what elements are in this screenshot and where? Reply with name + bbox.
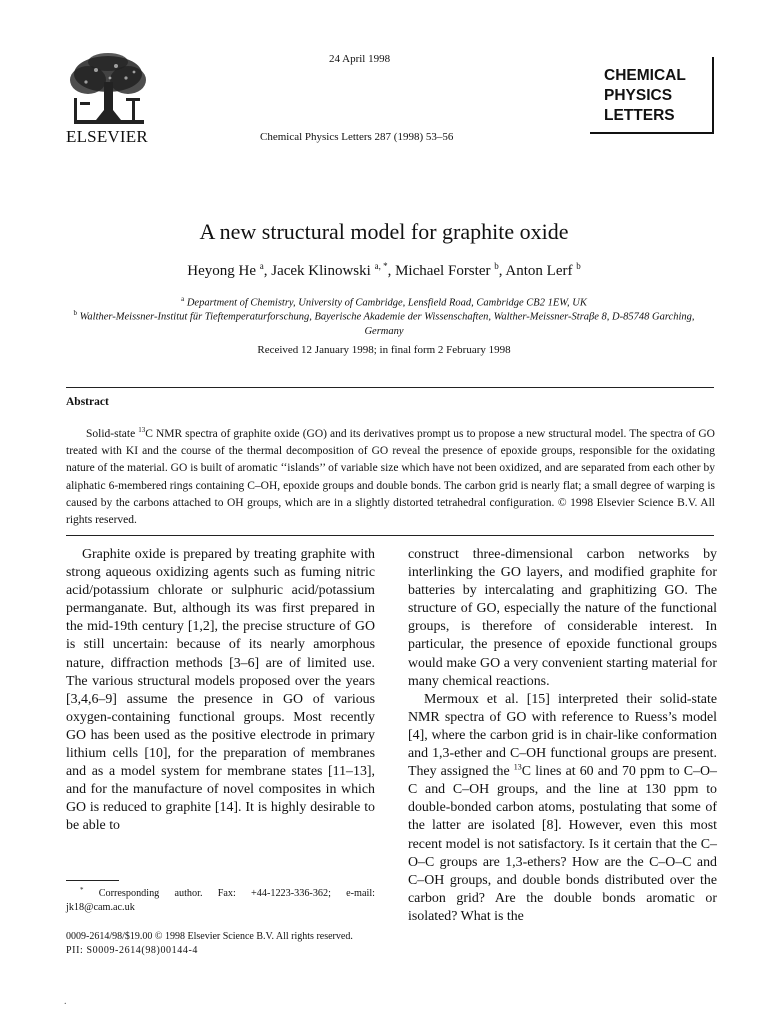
author-affiliation-mark: b xyxy=(576,261,581,271)
divider xyxy=(66,387,714,388)
author-name: Anton Lerf xyxy=(505,263,573,279)
footnote-text: Corresponding author. Fax: +44-1223-336-362; e-mail: jk18@cam.ac.uk xyxy=(66,888,375,913)
author-name: Heyong He xyxy=(187,263,256,279)
affiliation-mark: a xyxy=(181,295,185,303)
pii-identifier: PII: S0009-2614(98)00144-4 xyxy=(66,945,198,956)
author-separator: , xyxy=(387,263,396,279)
publisher-name: ELSEVIER xyxy=(66,127,148,146)
issue-date: 24 April 1998 xyxy=(329,53,391,65)
isotope-superscript: 13 xyxy=(138,426,146,435)
received-dates: Received 12 January 1998; in final form 2 February 1998 xyxy=(257,344,511,356)
journal-name-line: CHEMICAL xyxy=(604,67,686,84)
abstract-body xyxy=(66,426,715,529)
author-name: Michael Forster xyxy=(395,263,491,279)
abstract-text-lead: Solid-state xyxy=(86,428,139,440)
author-affiliation-mark: a xyxy=(259,261,264,271)
body-column-right xyxy=(408,546,717,926)
journal-name-line: LETTERS xyxy=(604,107,675,124)
body-paragraph: construct three-dimensional carbon networks by interlinking the GO layers, and modified graphite for batteries by intercalating and graphitizing GO. The structure of GO, especially the nature of the functional groups, is therefore of considerable interest. In particular, the presence of epoxide functional groups would make GO a very convenient starting material for many chemical reactions. xyxy=(408,547,717,689)
footnote-mark: * xyxy=(80,886,84,894)
abstract-text-main: C NMR spectra of graphite oxide (GO) and its derivatives prompt us to propose a new structural model. The spectra of GO treated with KI and the course of the thermal decomposition of GO reveal the presence of epoxide groups, responsible for the oxidating nature of the material. GO is built of aromatic ‘‘islands’’ of variable size which have not been oxidized, and are separated from each other by aliphatic 6-membered rings containing C–OH, epoxide groups and double bonds. The carbon grid is nearly flat; a small degree of warping is caused by the carbons attached to OH groups, which are in a slightly distorted tetrahedral configuration. © 1998 Elsevier Science B.V. All rights reserved. xyxy=(66,428,715,527)
footnote-divider xyxy=(66,880,119,881)
body-column-left xyxy=(66,546,375,836)
affiliation-mark: b xyxy=(73,309,77,317)
author-affiliation-mark: b xyxy=(494,261,499,271)
article-title: A new structural model for graphite oxide xyxy=(199,219,569,244)
divider xyxy=(66,535,714,536)
abstract-heading: Abstract xyxy=(66,396,109,408)
journal-name-line: PHYSICS xyxy=(604,87,673,104)
author-affiliation-mark: a, * xyxy=(374,261,388,271)
affiliation-text: Walther-Meissner-Institut für Tieftemperaturforschung, Bayerische Akademie der Wissenschaften, Walther-Meissner-Straβe 8, D-85748 Garching, Germany xyxy=(79,311,695,337)
journal-citation: Chemical Physics Letters 287 (1998) 53–56 xyxy=(260,131,454,143)
affiliation-text: Department of Chemistry, University of Cambridge, Lensfield Road, Cambridge CB2 1EW, UK xyxy=(186,297,587,309)
copyright-line: 0009-2614/98/$19.00 © 1998 Elsevier Science B.V. All rights reserved. xyxy=(66,931,353,942)
body-paragraph: Graphite oxide is prepared by treating graphite with strong aqueous oxidizing agents such as fuming nitric acid/potassium chlorate or sulphuric acid/potassium permanganate. But, although its was first prepared in the mid-19th century [1,2], the precise structure of GO is still uncertain: because of its nearly amorphous nature, diffraction methods [3–6] are of limited use. The various structural models proposed over the years [3,4,6–9] assume the presence in GO of various oxygen-containing functional groups. Most recently GO has been used as the positive electrode in primary lithium cells [10], for the preparation of membranes and as a model system for membrane states [11–13], and for the manufacture of novel composites in which GO is reduced to graphite [14]. It is highly desirable to be able to xyxy=(66,547,375,834)
corresponding-author-footnote xyxy=(66,883,375,915)
author-separator: , xyxy=(263,263,272,279)
body-paragraph xyxy=(408,691,717,926)
journal-masthead xyxy=(590,57,714,134)
body-text: C lines at 60 and 70 ppm to C–O–C and C–OH groups, and the line at 130 ppm to double-bonded carbon atoms, postulating that some of the latter are isolated [8]. However, even this most recent model is not satisfactory. Is it certain that the C–O–C groups are 1,3-ethers? How are the C–O–C and C–OH groups, and double bonds distributed over the carbon grid? Are the double bonds aromatic or isolated? What is the xyxy=(408,764,717,924)
body-text: Mermoux et al. [15] interpreted their solid-state NMR spectra of GO with reference to Ruess’s model [4], where the carbon grid is in chair-like conformation and 1,3-ether and C–OH functional groups are present. They assigned the xyxy=(408,691,717,780)
page-mark: . xyxy=(64,996,67,1007)
elsevier-tree-logo xyxy=(66,52,150,130)
author-separator: , xyxy=(498,263,506,279)
affiliation xyxy=(60,306,708,339)
isotope-superscript: 13 xyxy=(513,762,522,772)
author-name: Jacek Klinowski xyxy=(271,263,371,279)
author-list xyxy=(0,261,768,280)
